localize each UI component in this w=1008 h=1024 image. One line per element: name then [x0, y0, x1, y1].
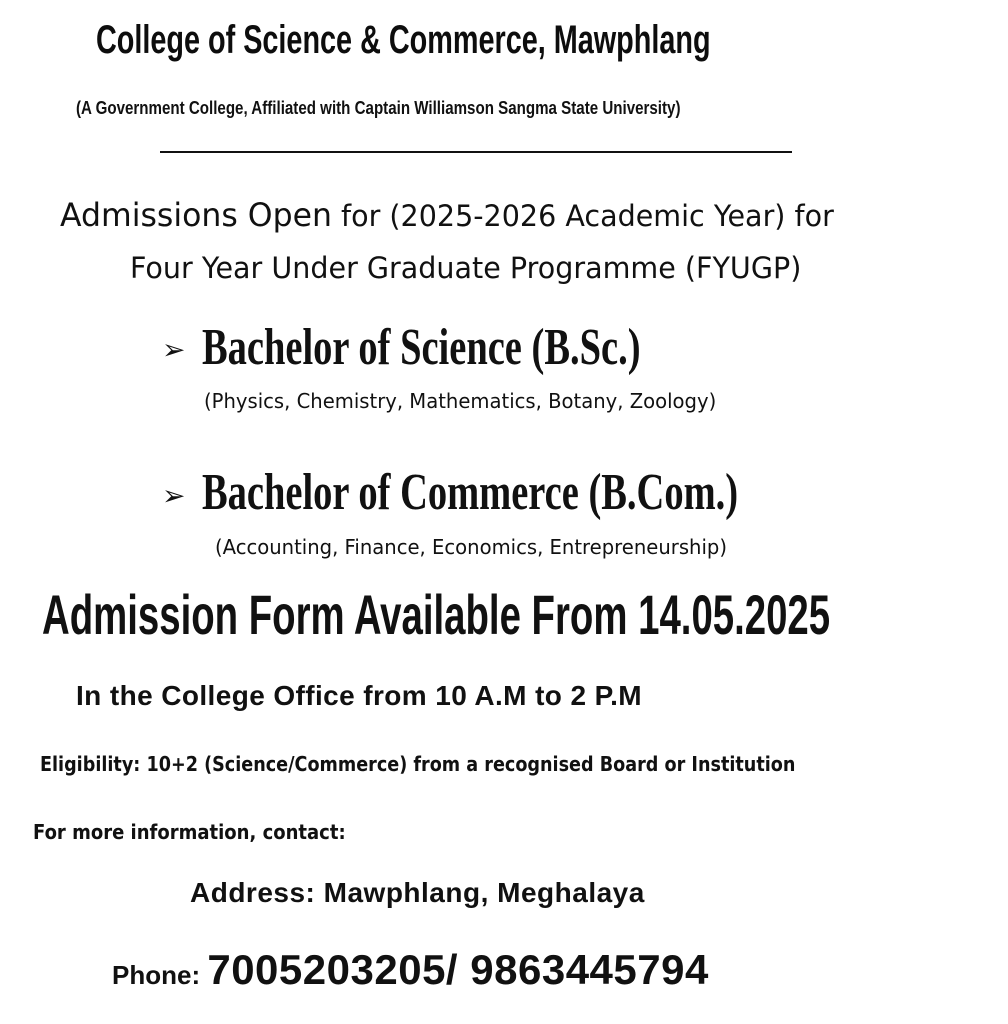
bullet-arrow-icon: ➢: [162, 333, 186, 366]
admissions-line-2: Four Year Under Graduate Programme (FYUGP): [130, 251, 802, 285]
programme-bcom-subjects: (Accounting, Finance, Economics, Entrepreneurship): [215, 535, 727, 559]
office-hours: In the College Office from 10 A.M to 2 P.M: [76, 680, 642, 711]
form-availability-heading: Admission Form Available From 14.05.2025: [42, 583, 831, 646]
programme-bcom-title: Bachelor of Commerce (B.Com.): [202, 464, 739, 521]
bullet-arrow-icon: ➢: [162, 479, 186, 512]
admissions-line-1: [60, 196, 834, 234]
admissions-open-text: Admissions Open: [60, 196, 332, 234]
programme-bsc-subjects: (Physics, Chemistry, Mathematics, Botany, Zoology): [204, 389, 717, 413]
admissions-year-text: for (2025-2026 Academic Year) for: [331, 199, 834, 233]
college-subtitle: (A Government College, Affiliated with Captain Williamson Sangma State University): [76, 98, 681, 118]
phone-label: Phone:: [112, 960, 208, 990]
contact-phone: [112, 946, 709, 994]
college-title: College of Science & Commerce, Mawphlang: [96, 18, 711, 62]
phone-numbers: 7005203205/ 9863445794: [207, 946, 709, 993]
contact-intro: For more information, contact:: [33, 820, 346, 844]
header-divider: [160, 151, 792, 153]
eligibility-text: Eligibility: 10+2 (Science/Commerce) from a recognised Board or Institution: [40, 752, 796, 776]
contact-address: Address: Mawphlang, Meghalaya: [190, 877, 645, 908]
programme-bsc-title: Bachelor of Science (B.Sc.): [202, 319, 641, 376]
